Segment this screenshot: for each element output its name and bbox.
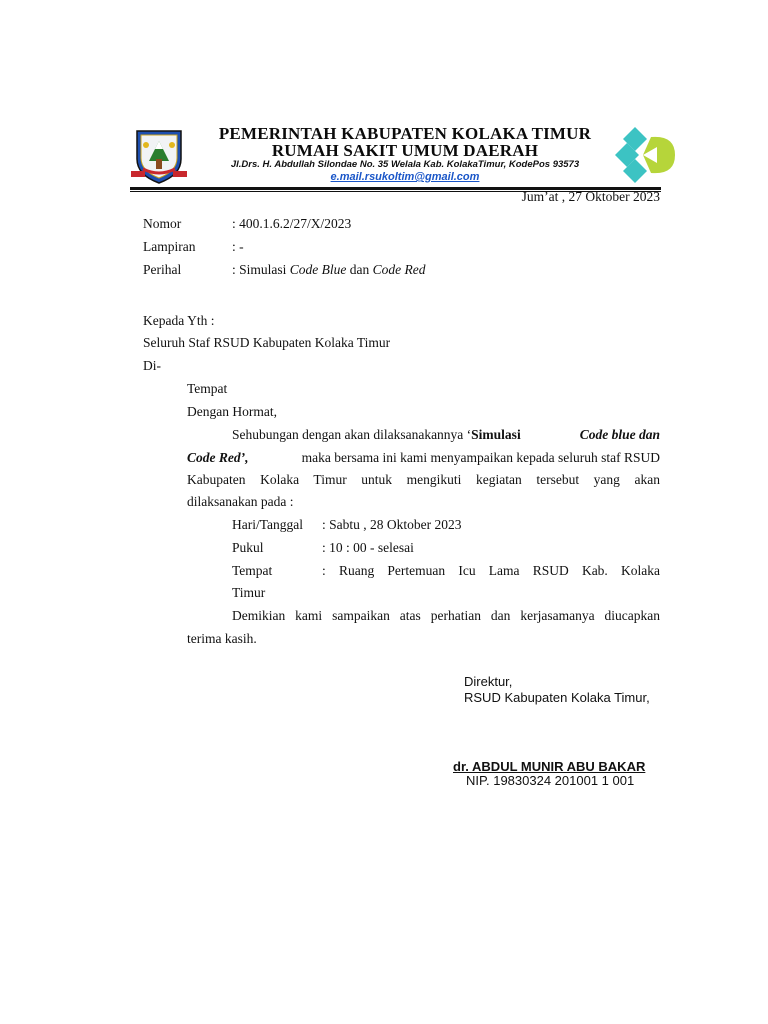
perihal-and: dan [346, 262, 373, 277]
paragraph-1-line-2 [187, 448, 660, 468]
perihal-value [232, 260, 426, 280]
nomor-value: : 400.1.6.2/27/X/2023 [232, 216, 352, 231]
nomor-label: Nomor [143, 216, 182, 231]
paragraph-1-line-3: Kabupaten Kolaka Timur untuk mengikuti kegiatan tersebut yang akan [187, 472, 660, 487]
signature-title: Direktur, [464, 674, 513, 689]
recipient-line-1: Kepada Yth : [143, 313, 215, 328]
signatory-name: dr. ABDUL MUNIR ABU BAKAR [453, 759, 646, 774]
paragraph-1-line-1 [232, 425, 660, 445]
letterhead-line-1: PEMERINTAH KABUPATEN KOLAKA TIMUR [218, 124, 592, 143]
schedule-time-label: Pukul [232, 540, 264, 555]
p1-line1-text [232, 425, 521, 445]
p1-simulasi: Simulasi [471, 427, 521, 442]
recipient-line-2: Seluruh Staf RSUD Kabupaten Kolaka Timur [143, 335, 391, 350]
lampiran-value: : - [232, 239, 244, 254]
perihal-code-red: Code Red [372, 262, 426, 277]
schedule-place-value: : Ruang Pertemuan Icu Lama RSUD Kab. Kolaka [322, 563, 660, 578]
closing-line-2: terima kasih. [187, 631, 257, 646]
perihal-code-blue: Code Blue [289, 262, 347, 277]
schedule-time-value: : 10 : 00 - selesai [322, 540, 414, 555]
letterhead-line-2: RUMAH SAKIT UMUM DAERAH [271, 141, 539, 160]
signatory-nip: NIP. 19830324 201001 1 001 [466, 773, 635, 788]
greeting: Dengan Hormat, [187, 404, 277, 419]
health-ministry-logo-icon [613, 125, 677, 185]
schedule-day-value: : Sabtu , 28 Oktober 2023 [322, 517, 462, 532]
regency-emblem-icon [129, 125, 189, 185]
perihal-prefix: : Simulasi [232, 262, 290, 277]
p1-line2-text: maka bersama ini kami menyampaikan kepada seluruh staf RSUD [301, 450, 660, 465]
signature-org: RSUD Kabupaten Kolaka Timur, [464, 690, 650, 705]
recipient-line-4: Tempat [187, 381, 228, 396]
letter-date: Jum’at , 27 Oktober 2023 [521, 189, 660, 204]
p1-code-red: Code Red’, [187, 450, 249, 465]
recipient-line-3: Di- [143, 358, 161, 373]
perihal-label: Perihal [143, 262, 182, 277]
p1-intro: Sehubungan dengan akan dilaksanakannya ‘ [232, 427, 472, 442]
closing-line-1: Demikian kami sampaikan atas perhatian dan kerjasamanya diucapkan [232, 608, 660, 623]
paragraph-1-line-4: dilaksanakan pada : [187, 494, 294, 509]
letterhead-email-link[interactable]: e.mail.rsukoltim@gmail.com [330, 171, 480, 183]
schedule-day-label: Hari/Tanggal [232, 517, 304, 532]
letterhead-address: Jl.Drs. H. Abdullah Silondae No. 35 Welala Kab. KolakaTimur, KodePos 93573 [230, 159, 580, 170]
schedule-place-label: Tempat [232, 563, 273, 578]
p1-code-blue: Code blue dan [579, 427, 660, 442]
lampiran-label: Lampiran [143, 239, 196, 254]
schedule-place-value-cont: Timur [232, 585, 266, 600]
